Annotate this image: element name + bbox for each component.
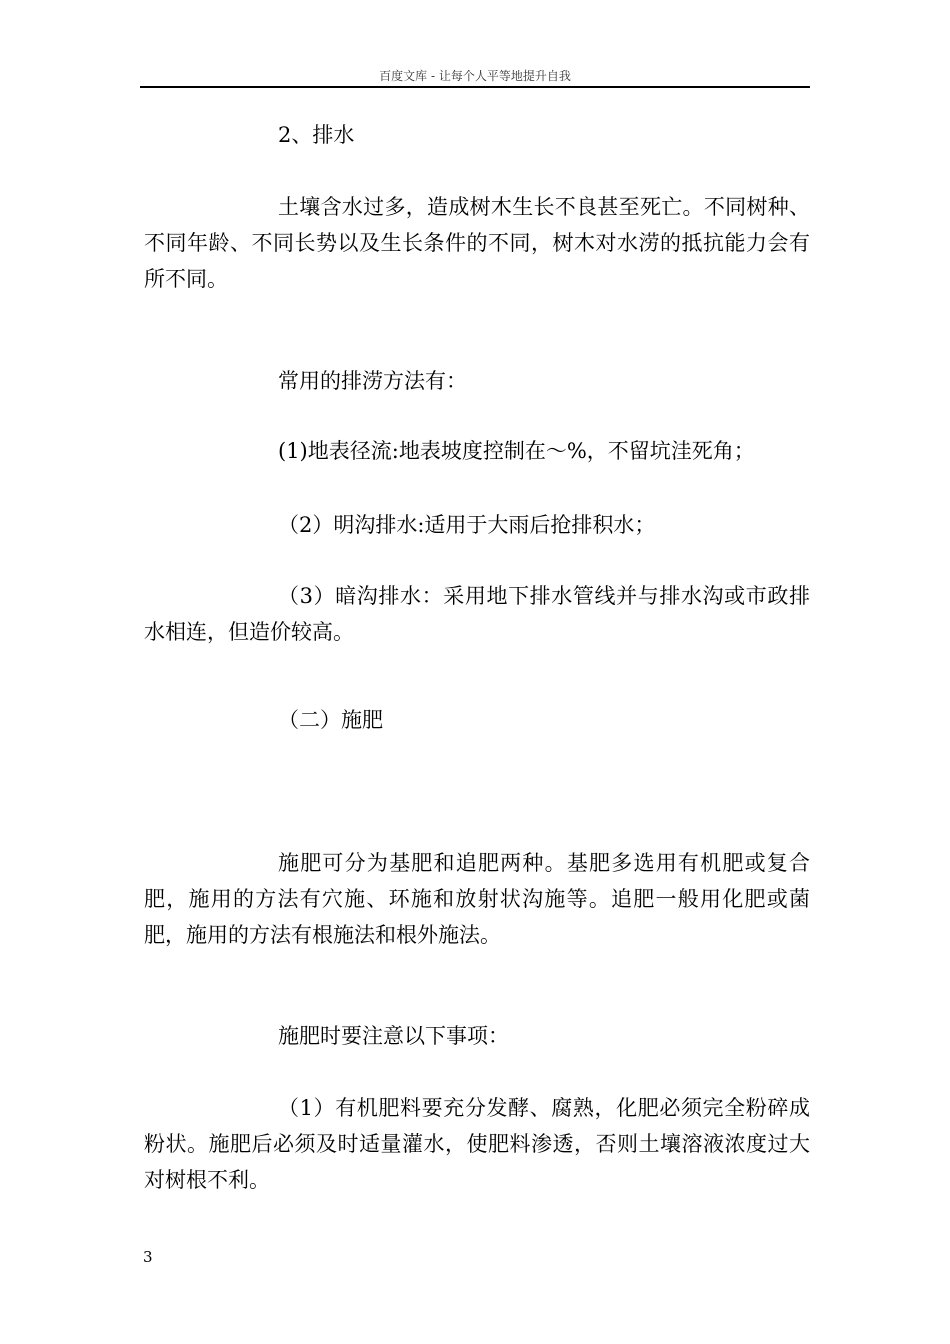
heading-fertilization: （二）施肥: [278, 708, 383, 732]
paragraph-fertilizer-types: 施肥可分为基肥和追肥两种。基肥多选用有机肥或复合肥，施用的方法有穴施、环施和放射状沟施等。追肥一般用化肥或菌肥，施用的方法有根施法和根外施法。: [144, 851, 810, 947]
page-header: [140, 68, 810, 88]
list-item-covered-drain: （3）暗沟排水：采用地下排水管线并与排水沟或市政排水相连，但造价较高。: [144, 584, 810, 644]
list-item-organic-fertilizer: （1）有机肥料要充分发酵、腐熟，化肥必须完全粉碎成粉状。施肥后必须及时适量灌水，使肥料渗透，否则土壤溶液浓度过大对树根不利。: [144, 1096, 810, 1192]
heading-drainage: 2、排水: [278, 123, 355, 147]
page-number: 3: [143, 1248, 153, 1266]
paragraph-notes-lead: 施肥时要注意以下事项：: [278, 1024, 509, 1048]
header-text: 百度文库 - 让每个人平等地提升自我: [379, 69, 571, 83]
paragraph-methods-lead: 常用的排涝方法有：: [278, 369, 467, 393]
list-item-surface-runoff: (1)地表径流:地表坡度控制在～%，不留坑洼死角；: [278, 439, 755, 463]
list-item-open-ditch: （2）明沟排水:适用于大雨后抢排积水；: [278, 513, 656, 537]
paragraph-drainage-intro: 土壤含水过多，造成树木生长不良甚至死亡。不同树种、不同年龄、不同长势以及生长条件的不同，树木对水涝的抵抗能力会有所不同。: [144, 195, 810, 291]
